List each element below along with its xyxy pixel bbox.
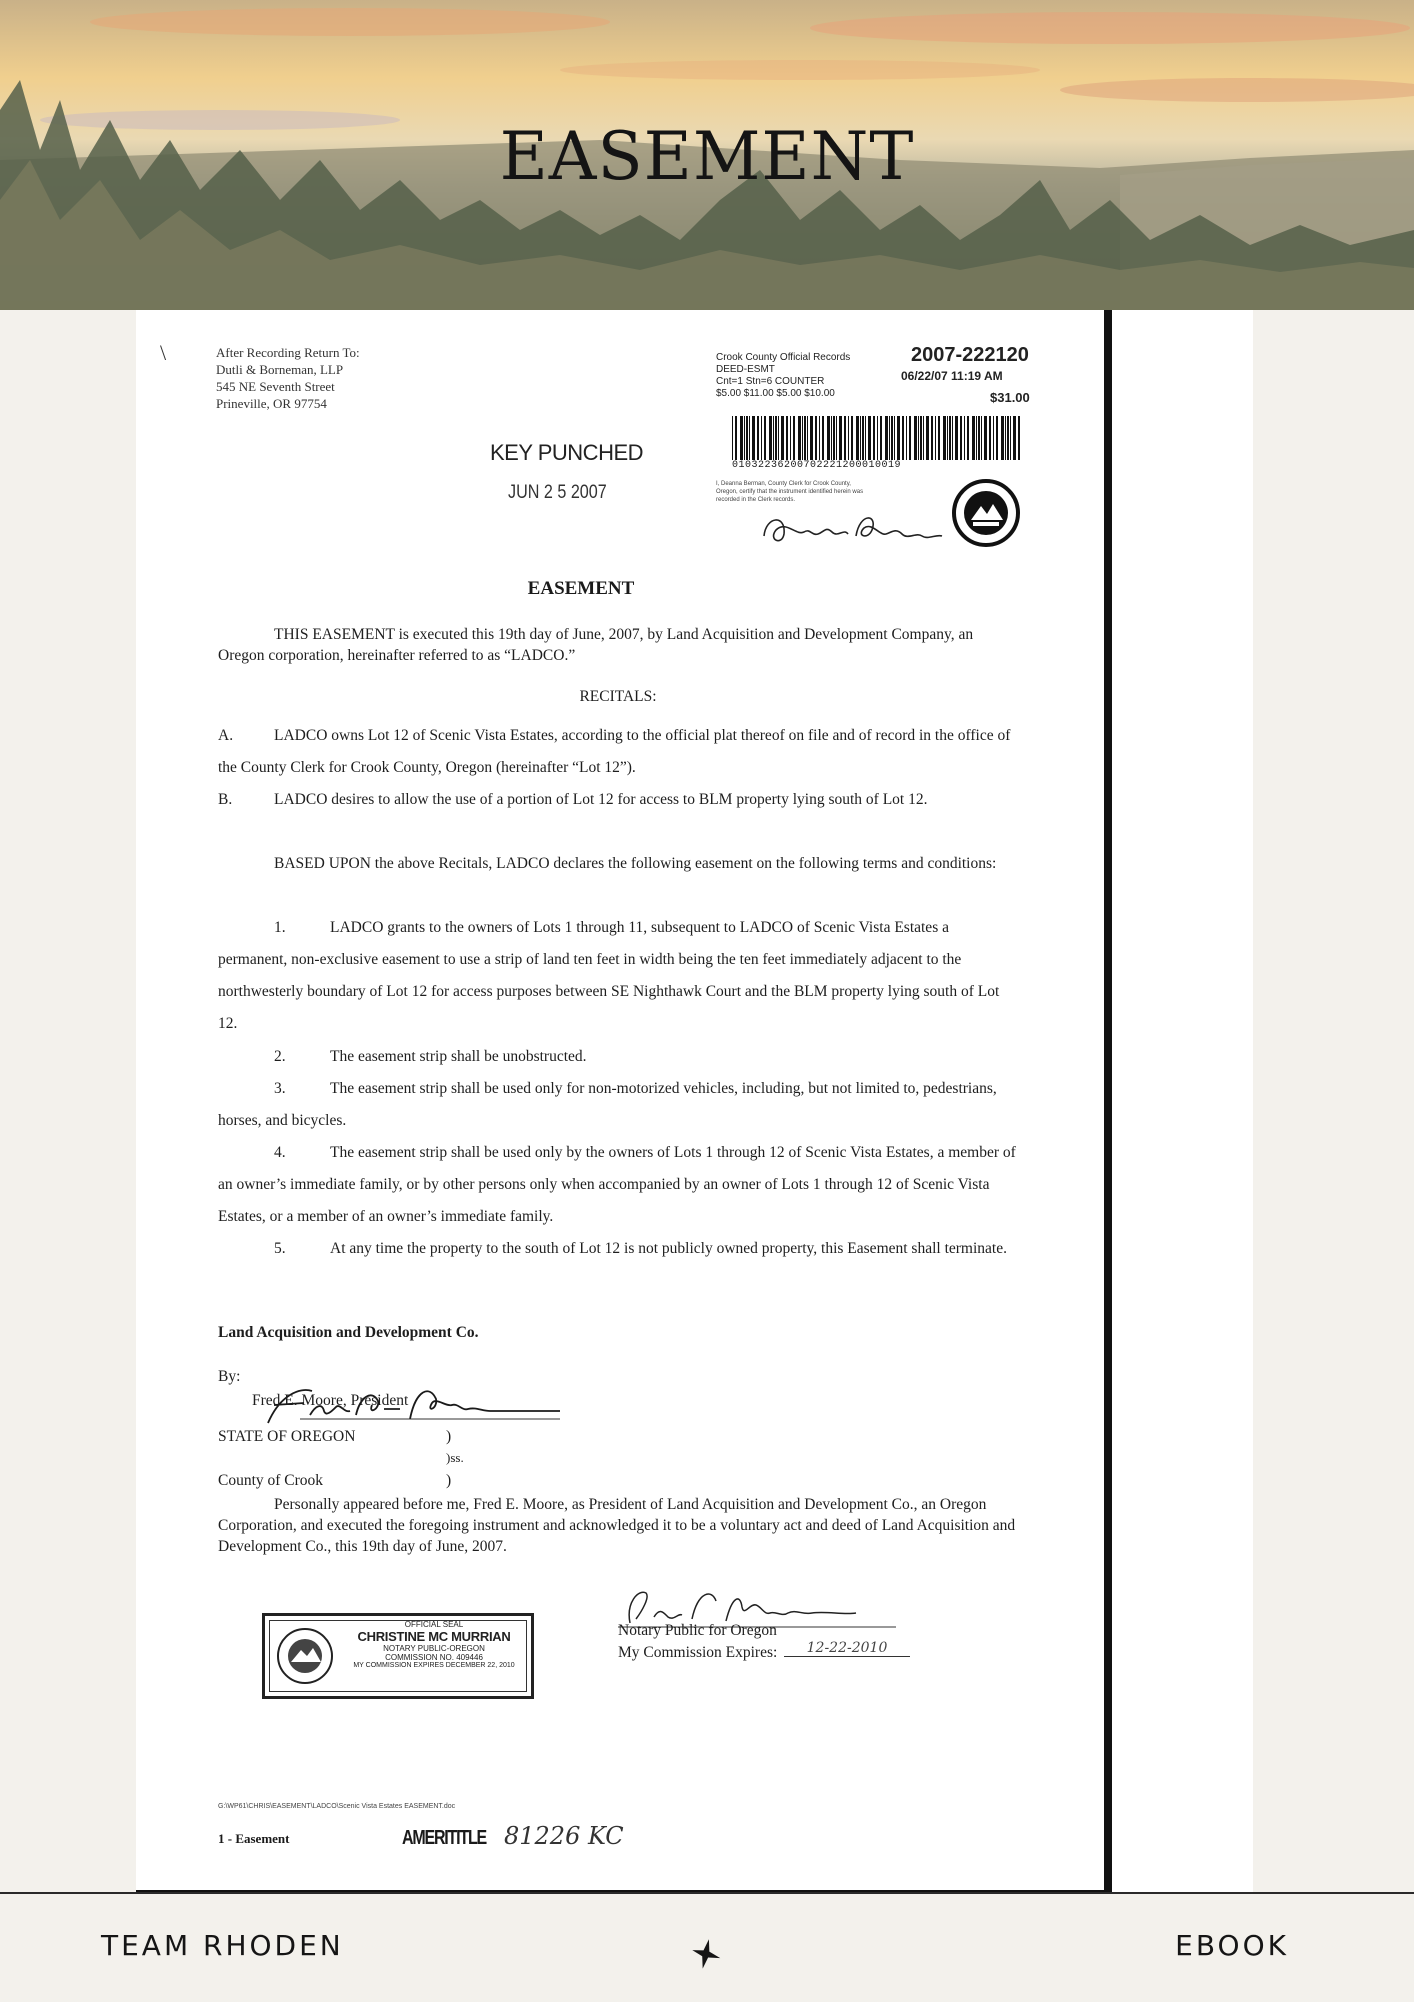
barcode-bar: [993, 416, 994, 460]
term-5-number: 5.: [274, 1240, 286, 1257]
recording-office: Crook County Official Records: [716, 352, 851, 363]
notary-title: Notary Public for Oregon: [618, 1622, 777, 1639]
return-line: After Recording Return To:: [216, 345, 360, 360]
barcode-bar: [773, 416, 774, 460]
intro-paragraph: [218, 624, 1018, 666]
term-2-number: 2.: [274, 1048, 286, 1065]
barcode-bar: [732, 416, 733, 460]
seal-line3: COMMISSION NO. 409446: [385, 1653, 483, 1662]
barcode-bar: [810, 416, 813, 460]
barcode-bar: [778, 416, 779, 460]
term-3-number: 3.: [274, 1080, 286, 1097]
barcode-bar: [804, 416, 806, 460]
barcode-bar: [822, 416, 824, 460]
term-1: [218, 912, 1018, 1040]
return-address: [216, 344, 360, 412]
commission-date: 12-22-2010: [784, 1640, 910, 1657]
term-2: [218, 1041, 1018, 1073]
barcode-bar: [880, 416, 882, 460]
barcode-bar: [914, 416, 917, 460]
seal-line4: MY COMMISSION EXPIRES DECEMBER 22, 2010: [353, 1662, 515, 1669]
barcode-bar: [749, 416, 750, 460]
barcode-bar: [885, 416, 888, 460]
county-line: County of Crook: [218, 1472, 324, 1489]
barcode-bar: [831, 416, 832, 460]
oregon-seal-icon: [275, 1626, 335, 1686]
company-name: Land Acquisition and Development Co.: [218, 1324, 479, 1341]
barcode-bar: [972, 416, 975, 460]
barcode-bar: [764, 416, 766, 460]
barcode-bar: [996, 416, 998, 460]
term-1-text: LADCO grants to the owners of Lots 1 through 11, subsequent to LADCO of Scenic Vista Estates a permanent, non-exclusive easement to use a strip of land ten feet in width being the ten feet immediately adjacent to the northwesterly boundary of Lot 12 for access purposes between SE Nighthawk Court and the BLM property lying south of Lot 12.: [218, 919, 1000, 1032]
page-label: 1 - Easement: [218, 1831, 290, 1846]
barcode-bar: [1010, 416, 1011, 460]
barcode-bar: [976, 416, 977, 460]
bracket-1: ): [446, 1428, 452, 1445]
recital-b-text: LADCO desires to allow the use of a portion of Lot 12 for access to BLM property lying south of Lot 12.: [274, 791, 928, 808]
recital-a-text: LADCO owns Lot 12 of Scenic Vista Estates, according to the official plat thereof on file and of record in the office of the County Clerk for Crook County, Oregon (hereinafter “Lot 12”).: [218, 727, 1011, 776]
ss-label: )ss.: [446, 1450, 464, 1465]
barcode-bar: [960, 416, 962, 460]
recording-type: DEED-ESMT: [716, 364, 775, 375]
recital-a: [218, 720, 1018, 784]
return-line: Prineville, OR 97754: [216, 396, 327, 411]
barcode-bar: [746, 416, 748, 460]
intro-text: THIS EASEMENT is executed this 19th day of June, 2007, by Land Acquisition and Development Company, an Oregon corporation, hereinafter referred to as “LADCO.”: [218, 626, 974, 664]
seal-line2: NOTARY PUBLIC-OREGON: [383, 1644, 485, 1653]
scan-mark: \: [160, 340, 167, 365]
barcode-bar: [894, 416, 895, 460]
barcode-bar: [984, 416, 987, 460]
barcode-bar: [1005, 416, 1006, 460]
barcode-bar: [967, 416, 969, 460]
barcode-bar: [802, 416, 803, 460]
barcode-bar: [775, 416, 777, 460]
recital-a-label: A.: [218, 727, 234, 744]
term-2-text: The easement strip shall be unobstructed.: [330, 1048, 587, 1065]
based-upon-text: BASED UPON the above Recitals, LADCO declares the following easement on the following terms and conditions:: [274, 855, 997, 872]
term-4: [218, 1137, 1018, 1233]
barcode-bar: [865, 416, 866, 460]
barcode-bar: [938, 416, 940, 460]
term-5: [218, 1233, 1018, 1265]
barcode-bar: [989, 416, 991, 460]
barcode-bar: [935, 416, 936, 460]
barcode-bar: [897, 416, 900, 460]
barcode-bar: [952, 416, 953, 460]
barcode-bar: [889, 416, 890, 460]
term-5-text: At any time the property to the south of Lot 12 is not publicly owned property, this Easement shall terminate.: [330, 1240, 1007, 1257]
recitals-heading: RECITALS:: [579, 688, 657, 705]
barcode-bar: [949, 416, 951, 460]
county-seal-icon: [951, 478, 1021, 548]
recording-datetime: 06/22/07 11:19 AM: [901, 369, 1003, 383]
barcode-bar: [744, 416, 745, 460]
banner-title: EASEMENT: [499, 118, 915, 195]
term-3-text: The easement strip shall be used only for non-motorized vehicles, including, but not limited to, pedestrians, horses, and bicycles.: [218, 1080, 997, 1129]
signer-name: Fred E. Moore, President: [252, 1392, 409, 1409]
acknowledgment-text: Personally appeared before me, Fred E. Moore, as President of Land Acquisition and Development Co., an Oregon Corporation, and executed the foregoing instrument and acknowledged it to be a voluntary act and deed of Land Acquisition and Development Co., this 19th day of June, 2007.: [218, 1496, 1016, 1555]
recording-counter: Cnt=1 Stn=6 COUNTER: [716, 376, 825, 387]
notary-seal: [262, 1613, 534, 1699]
footer-bar: [0, 1892, 1414, 2002]
barcode-bar: [860, 416, 861, 460]
recording-block: [716, 344, 1041, 405]
barcode: [732, 416, 1022, 460]
recording-fees: $5.00 $11.00 $5.00 $10.00: [716, 388, 835, 399]
header-banner: [0, 0, 1414, 310]
barcode-bar: [786, 416, 788, 460]
recital-b-label: B.: [218, 791, 233, 808]
barcode-bar: [931, 416, 933, 460]
commission-label: My Commission Expires:: [618, 1644, 778, 1661]
barcode-bar: [735, 416, 737, 460]
barcode-bar: [1018, 416, 1020, 460]
barcode-bar: [790, 416, 791, 460]
recording-total: $31.00: [990, 390, 1030, 405]
barcode-bar: [793, 416, 795, 460]
scanned-document: [136, 310, 1112, 1900]
barcode-bar: [902, 416, 904, 460]
barcode-bar: [918, 416, 919, 460]
barcode-bar: [873, 416, 875, 460]
term-4-text: The easement strip shall be used only by the owners of Lots 1 through 12 of Scenic Vista Estates, a member of an owner’s immediate family, or by other persons only when accompanied by an owner of Lots 1 through 12 of Scenic Vista Estates, or a member of an owner’s immediate family.: [218, 1144, 1016, 1225]
recital-b: [218, 784, 1018, 816]
barcode-bar: [833, 416, 835, 460]
by-label: By:: [218, 1368, 241, 1385]
barcode-bar: [943, 416, 946, 460]
term-4-number: 4.: [274, 1144, 286, 1161]
barcode-bar: [848, 416, 849, 460]
barcode-bar: [923, 416, 924, 460]
page-margin-panel: [1107, 310, 1254, 1892]
barcode-bar: [1013, 416, 1016, 460]
barcode-number: 01032236200702221200010019: [732, 460, 902, 471]
barcode-bar: [920, 416, 922, 460]
barcode-bar: [926, 416, 929, 460]
barcode-bar: [947, 416, 948, 460]
barcode-bar: [839, 416, 842, 460]
footer-left-label: TEAM RHODEN: [101, 1929, 344, 1962]
barcode-bar: [757, 416, 759, 460]
barcode-bar: [1007, 416, 1009, 460]
barcode-bar: [769, 416, 772, 460]
document-heading: EASEMENT: [527, 578, 635, 599]
term-1-number: 1.: [274, 919, 286, 936]
return-line: 545 NE Seventh Street: [216, 379, 335, 394]
state-line: STATE OF OREGON: [218, 1428, 356, 1445]
barcode-bar: [877, 416, 878, 460]
barcode-bar: [844, 416, 846, 460]
recording-number: 2007-222120: [911, 344, 1029, 366]
barcode-bar: [856, 416, 859, 460]
clerk-signature: [756, 506, 946, 550]
handwritten-note: 81226 KC: [504, 1822, 624, 1850]
ameritile-stamp: AMERITITLE: [402, 1827, 486, 1849]
term-3: [218, 1073, 1018, 1137]
barcode-bar: [981, 416, 982, 460]
file-path: G:\WP61\CHRIS\EASEMENT\LADCO\Scenic Vista Estates EASEMENT.doc: [218, 1803, 456, 1810]
barcode-bar: [761, 416, 762, 460]
barcode-bar: [798, 416, 801, 460]
barcode-bar: [819, 416, 820, 460]
barcode-bar: [815, 416, 817, 460]
clerk-certification: I, Deanna Berman, County Clerk for Crook County, Oregon, certify that the instrument identified herein was recorded in the Clerk records.: [716, 481, 864, 503]
stamp-date: JUN 2 5 2007: [508, 482, 607, 503]
sparkle-icon: [689, 1936, 723, 1970]
barcode-bar: [827, 416, 830, 460]
barcode-bar: [836, 416, 837, 460]
based-upon-paragraph: [218, 848, 1018, 880]
barcode-bar: [752, 416, 755, 460]
barcode-bar: [964, 416, 965, 460]
seal-top: OFFICIAL SEAL: [404, 1620, 464, 1629]
bracket-2: ): [446, 1472, 452, 1489]
acknowledgment-paragraph: [218, 1494, 1018, 1557]
barcode-bar: [906, 416, 907, 460]
barcode-bar: [955, 416, 958, 460]
return-line: Dutli & Borneman, LLP: [216, 362, 344, 377]
barcode-bar: [868, 416, 871, 460]
barcode-bar: [807, 416, 808, 460]
barcode-bar: [781, 416, 784, 460]
barcode-bar: [978, 416, 980, 460]
barcode-bar: [891, 416, 893, 460]
seal-name: CHRISTINE MC MURRIAN: [357, 1629, 511, 1644]
barcode-bar: [862, 416, 864, 460]
key-punched-stamp: KEY PUNCHED: [490, 440, 644, 465]
page-margin-strip: [1253, 310, 1414, 1892]
barcode-bar: [851, 416, 853, 460]
barcode-bar: [909, 416, 911, 460]
footer-right-label: EBOOK: [1175, 1929, 1289, 1962]
barcode-bar: [740, 416, 743, 460]
barcode-bar: [1001, 416, 1004, 460]
